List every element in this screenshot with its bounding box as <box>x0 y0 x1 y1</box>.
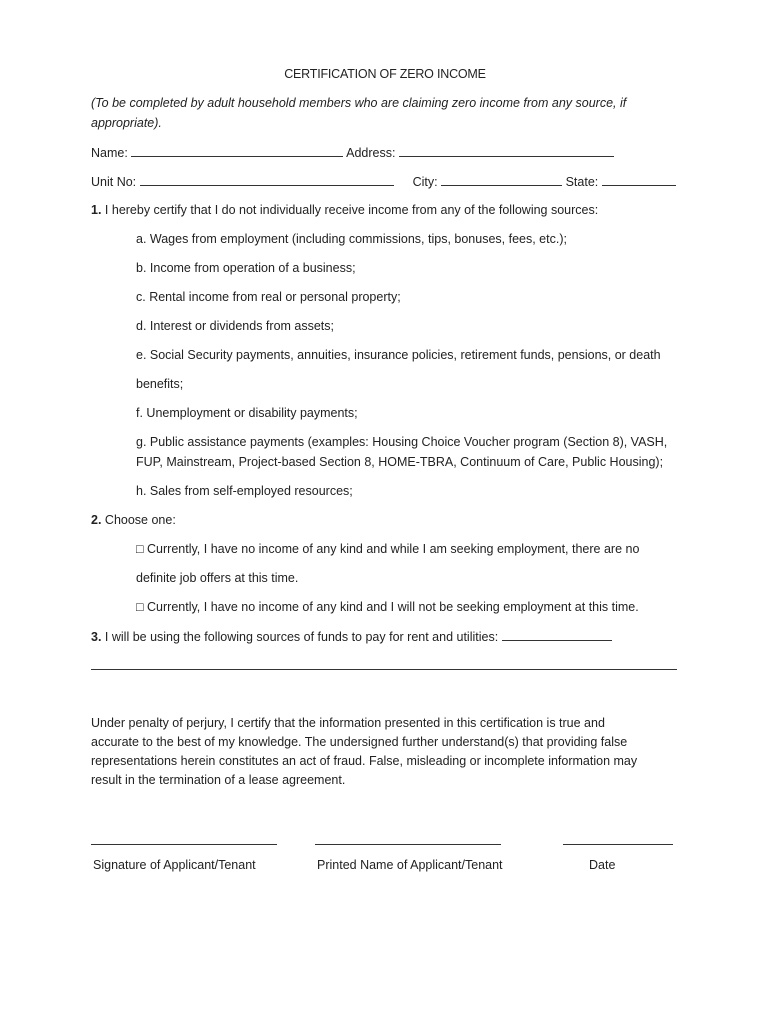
income-item-g-cont: FUP, Mainstream, Project-based Section 8, HOME-TBRA, Continuum of Care, Public Housing); <box>136 455 664 469</box>
page-title: CERTIFICATION OF ZERO INCOME <box>284 67 486 81</box>
name-field[interactable] <box>131 144 343 157</box>
income-item-f: f. Unemployment or disability payments; <box>136 406 358 420</box>
funds-source-line[interactable] <box>91 669 677 670</box>
intro-line-1: (To be completed by adult household members who are claiming zero income from any source, if <box>91 96 627 110</box>
signature-label: Signature of Applicant/Tenant <box>93 858 256 872</box>
section-1-heading <box>91 202 598 218</box>
section-1-text: I hereby certify that I do not individually receive income from any of the following sources: <box>104 203 599 217</box>
printed-name-line[interactable] <box>315 844 501 845</box>
section-3-number: 3. <box>91 630 102 644</box>
section-2-text: Choose one: <box>104 513 176 527</box>
option-seeking-employment-cont: definite job offers at this time. <box>136 571 299 585</box>
option-not-seeking-employment[interactable]: □ Currently, I have no income of any kind and I will not be seeking employment at this time. <box>136 600 639 614</box>
income-item-h: h. Sales from self-employed resources; <box>136 484 353 498</box>
intro-line-2: appropriate). <box>91 116 162 130</box>
penalty-line-4: result in the termination of a lease agreement. <box>91 773 346 787</box>
state-label: State: <box>565 175 599 189</box>
state-field[interactable] <box>602 173 676 186</box>
section-3-text: I will be using the following sources of funds to pay for rent and utilities: <box>104 630 499 644</box>
name-address-row <box>91 144 614 161</box>
penalty-line-2: accurate to the best of my knowledge. The undersigned further understand(s) that providing false <box>91 735 628 749</box>
section-1-number: 1. <box>91 203 102 217</box>
name-label: Name: <box>91 146 128 160</box>
printed-name-label: Printed Name of Applicant/Tenant <box>317 858 503 872</box>
income-item-c: c. Rental income from real or personal property; <box>136 290 401 304</box>
unit-city-state-row <box>91 173 676 190</box>
address-field[interactable] <box>399 144 614 157</box>
date-line[interactable] <box>563 844 673 845</box>
section-3-heading <box>91 628 612 645</box>
penalty-line-3: representations herein constitutes an act of fraud. False, misleading or incomplete information may <box>91 754 638 768</box>
income-item-e: e. Social Security payments, annuities, insurance policies, retirement funds, pensions, or death <box>136 348 661 362</box>
section-2-number: 2. <box>91 513 102 527</box>
income-item-b: b. Income from operation of a business; <box>136 261 356 275</box>
penalty-line-1: Under penalty of perjury, I certify that the information presented in this certification is true and <box>91 716 605 730</box>
signature-line[interactable] <box>91 844 277 845</box>
unit-field[interactable] <box>140 173 394 186</box>
city-field[interactable] <box>441 173 562 186</box>
income-item-a: a. Wages from employment (including commissions, tips, bonuses, fees, etc.); <box>136 232 567 246</box>
funds-source-field[interactable] <box>502 628 612 641</box>
income-item-d: d. Interest or dividends from assets; <box>136 319 335 333</box>
option-seeking-employment[interactable]: □ Currently, I have no income of any kind and while I am seeking employment, there are no <box>136 542 640 556</box>
date-label: Date <box>589 858 616 872</box>
address-label: Address: <box>346 146 396 160</box>
income-item-g: g. Public assistance payments (examples: Housing Choice Voucher program (Section 8), VASH, <box>136 435 668 449</box>
income-item-e-cont: benefits; <box>136 377 184 391</box>
unit-label: Unit No: <box>91 175 137 189</box>
city-label: City: <box>412 175 438 189</box>
section-2-heading <box>91 512 176 528</box>
